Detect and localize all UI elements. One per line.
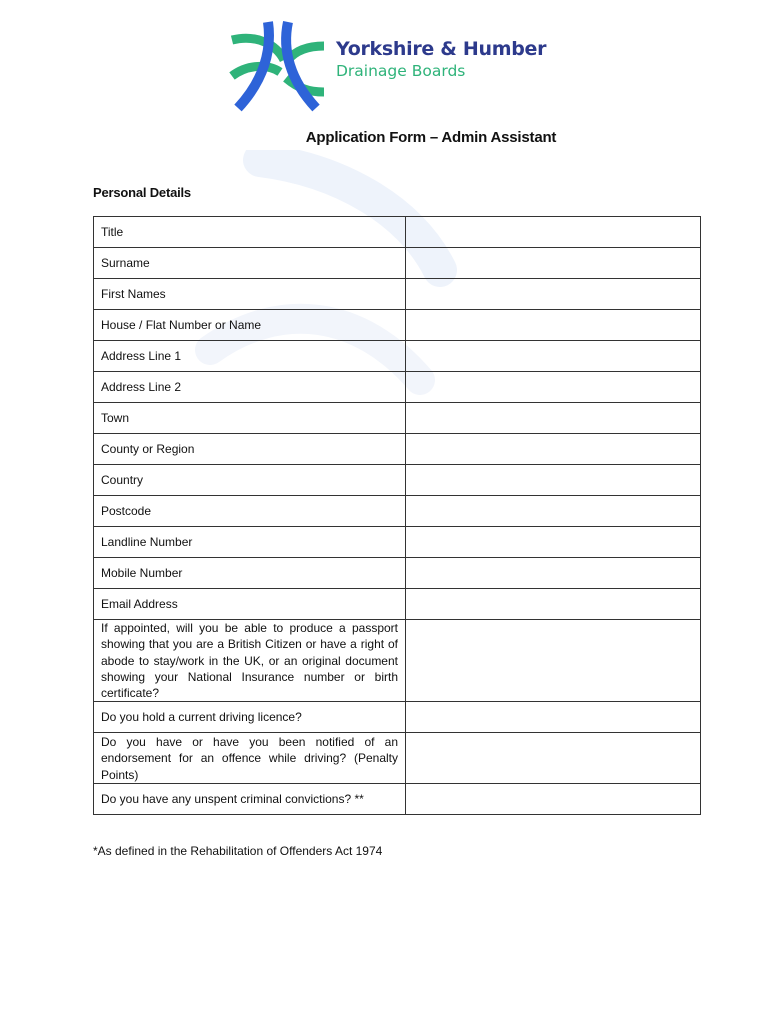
brand-logo bbox=[228, 20, 548, 112]
field-label: Town bbox=[94, 403, 406, 434]
brand-name: Yorkshire & Humber bbox=[336, 38, 547, 60]
field-label: Do you have or have you been notified of an endorsement for an offence while driving? (Penalty Points) bbox=[94, 733, 406, 784]
table-row bbox=[94, 558, 701, 589]
table-row bbox=[94, 341, 701, 372]
answer-field[interactable] bbox=[406, 279, 701, 310]
answer-field[interactable] bbox=[406, 589, 701, 620]
table-row bbox=[94, 733, 701, 784]
table-row bbox=[94, 620, 701, 702]
table-row bbox=[94, 784, 701, 815]
table-row bbox=[94, 589, 701, 620]
field-label: Title bbox=[94, 217, 406, 248]
field-label: Do you hold a current driving licence? bbox=[94, 702, 406, 733]
field-label: Do you have any unspent criminal convictions? ** bbox=[94, 784, 406, 815]
table-row bbox=[94, 403, 701, 434]
field-label: Country bbox=[94, 465, 406, 496]
footnote: *As defined in the Rehabilitation of Offenders Act 1974 bbox=[93, 844, 383, 858]
answer-field[interactable] bbox=[406, 341, 701, 372]
table-row bbox=[94, 372, 701, 403]
answer-field[interactable] bbox=[406, 372, 701, 403]
table-row bbox=[94, 217, 701, 248]
section-heading: Personal Details bbox=[93, 185, 191, 200]
answer-field[interactable] bbox=[406, 496, 701, 527]
table-row bbox=[94, 434, 701, 465]
field-label: If appointed, will you be able to produce a passport showing that you are a British Citizen or have a right of abode to stay/work in the UK, or an original document showing your National Insurance number or birth certificate? bbox=[94, 620, 406, 702]
answer-field[interactable] bbox=[406, 527, 701, 558]
field-label: Surname bbox=[94, 248, 406, 279]
form-title: Application Form – Admin Assistant bbox=[305, 129, 557, 146]
table-row bbox=[94, 702, 701, 733]
answer-field[interactable] bbox=[406, 248, 701, 279]
field-label: Email Address bbox=[94, 589, 406, 620]
answer-field[interactable] bbox=[406, 217, 701, 248]
drainage-boards-logo-icon bbox=[228, 20, 328, 112]
answer-field[interactable] bbox=[406, 784, 701, 815]
field-label: Mobile Number bbox=[94, 558, 406, 589]
answer-field[interactable] bbox=[406, 403, 701, 434]
personal-details-table bbox=[93, 216, 701, 815]
answer-field[interactable] bbox=[406, 702, 701, 733]
table-row bbox=[94, 248, 701, 279]
table-row bbox=[94, 496, 701, 527]
field-label: Postcode bbox=[94, 496, 406, 527]
field-label: House / Flat Number or Name bbox=[94, 310, 406, 341]
field-label: Address Line 2 bbox=[94, 372, 406, 403]
answer-field[interactable] bbox=[406, 434, 701, 465]
answer-field[interactable] bbox=[406, 558, 701, 589]
field-label: Address Line 1 bbox=[94, 341, 406, 372]
field-label: County or Region bbox=[94, 434, 406, 465]
answer-field[interactable] bbox=[406, 733, 701, 784]
table-row bbox=[94, 279, 701, 310]
field-label: Landline Number bbox=[94, 527, 406, 558]
field-label: First Names bbox=[94, 279, 406, 310]
table-row bbox=[94, 527, 701, 558]
answer-field[interactable] bbox=[406, 310, 701, 341]
table-row bbox=[94, 310, 701, 341]
brand-subtitle: Drainage Boards bbox=[336, 62, 466, 80]
table-row bbox=[94, 465, 701, 496]
answer-field[interactable] bbox=[406, 620, 701, 702]
answer-field[interactable] bbox=[406, 465, 701, 496]
